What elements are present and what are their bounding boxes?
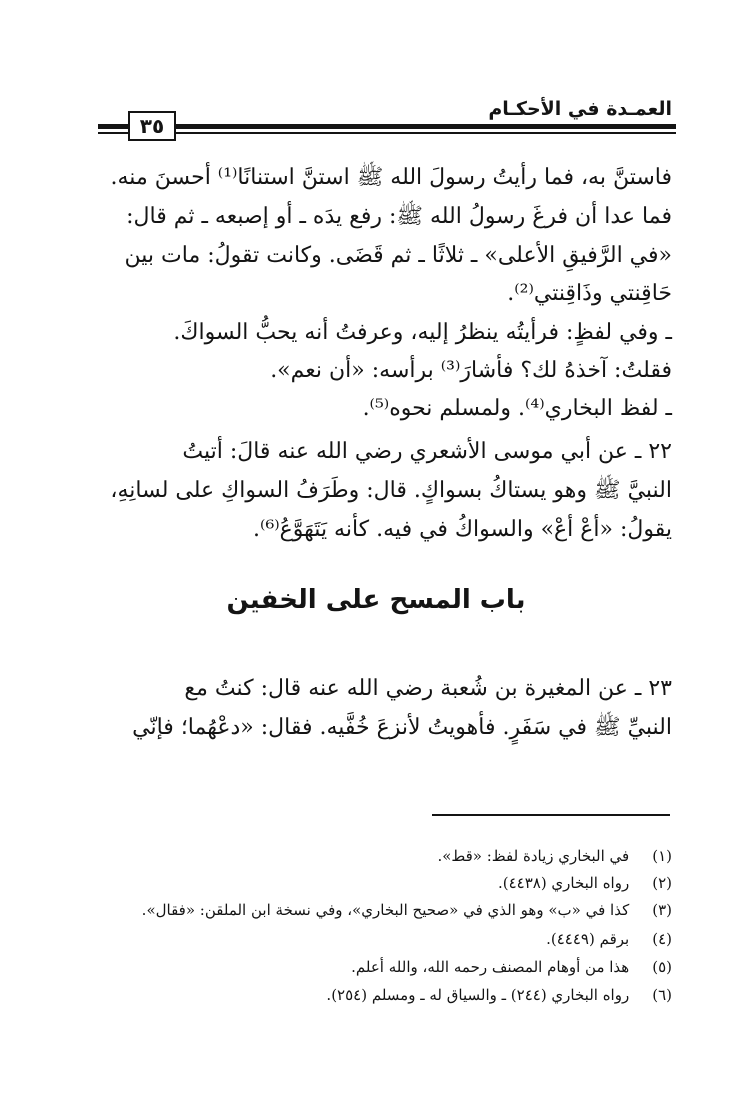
footnote-number: (٢) bbox=[652, 874, 672, 892]
header-rule-thick bbox=[98, 124, 676, 129]
text-line-9: النبيَّ ﷺ وهو يستاكُ بسواكٍ. قال: وطَرَفُ السواكِ على لسانِهِ، bbox=[110, 478, 672, 503]
text-line-6: فقلتُ: آخذهُ لك؟ فأشارَ⁽³⁾ برأسه: «أن نعم». bbox=[270, 358, 672, 383]
text-line-3: «في الرَّفيقِ الأعلى» ـ ثلاثًا ـ ثم قَضَى. وكانت تقولُ: مات بين bbox=[124, 243, 672, 268]
text-line-5: ـ وفي لفظٍ: فرأيتُه ينظرُ إليه، وعرفتُ أنه يحبُّ السواكَ. bbox=[173, 320, 672, 345]
footnote-text: كذا في «ب» وهو الذي في «صحيح البخاري»، وفي نسخة ابن الملقن: «فقال». bbox=[141, 901, 630, 919]
footnote-separator bbox=[432, 814, 670, 816]
header-rule-thin bbox=[98, 132, 676, 134]
footnote-3 bbox=[142, 899, 672, 921]
footnote-number: (٦) bbox=[652, 986, 672, 1004]
footnote-2 bbox=[498, 872, 672, 894]
text-line-11: ٢٣ ـ عن المغيرة بن شُعبة رضي الله عنه قال: كنتُ مع bbox=[184, 676, 672, 701]
text-line-4: حَاقِنتي وذَاقِنتي⁽²⁾. bbox=[507, 281, 672, 306]
footnote-text: رواه البخاري (٢٤٤) ـ والسياق له ـ ومسلم (٢٥٤). bbox=[326, 986, 630, 1004]
footnote-text: رواه البخاري (٤٤٣٨). bbox=[497, 874, 630, 892]
text-line-1: فاستنَّ به، فما رأيتُ رسولَ الله ﷺ استنَّ استنانًا⁽¹⁾ أحسنَ منه. bbox=[110, 165, 672, 190]
footnote-number: (٤) bbox=[652, 930, 672, 948]
footnote-number: (٥) bbox=[652, 958, 672, 976]
footnote-text: هذا من أوهام المصنف رحمه الله، والله أعلم. bbox=[351, 958, 630, 976]
page-number: ٣٥ bbox=[128, 111, 176, 141]
footnote-1 bbox=[437, 845, 672, 867]
footnote-text: برقم (٤٤٤٩). bbox=[546, 930, 630, 948]
text-line-8: ٢٢ ـ عن أبي موسى الأشعري رضي الله عنه قالَ: أتيتُ bbox=[182, 439, 672, 464]
footnote-text: في البخاري زيادة لفظ: «قط». bbox=[437, 847, 630, 865]
footnote-6 bbox=[326, 984, 672, 1006]
footnote-4 bbox=[546, 928, 672, 950]
text-line-10: يقولُ: «أعْ أعْ» والسواكُ في فيه. كأنه يَتَهَوَّعُ⁽⁶⁾. bbox=[253, 517, 672, 542]
chapter-heading: باب المسح على الخفين bbox=[226, 585, 526, 615]
footnote-5 bbox=[351, 956, 672, 978]
text-line-12: النبيِّ ﷺ في سَفَرٍ. فأهويتُ لأنزعَ خُفَّيه. فقال: «دعْهُما؛ فإنّي bbox=[132, 715, 672, 740]
footnote-number: (٣) bbox=[652, 901, 672, 919]
running-title: العمـدة في الأحكـام bbox=[488, 98, 672, 120]
footnote-number: (١) bbox=[652, 847, 672, 865]
text-line-7: ـ لفظ البخاري⁽⁴⁾. ولمسلم نحوه⁽⁵⁾. bbox=[362, 396, 672, 421]
text-line-2: فما عدا أن فرغَ رسولُ الله ﷺ: رفع يدَه ـ أو إصبعه ـ ثم قال: bbox=[126, 204, 672, 229]
